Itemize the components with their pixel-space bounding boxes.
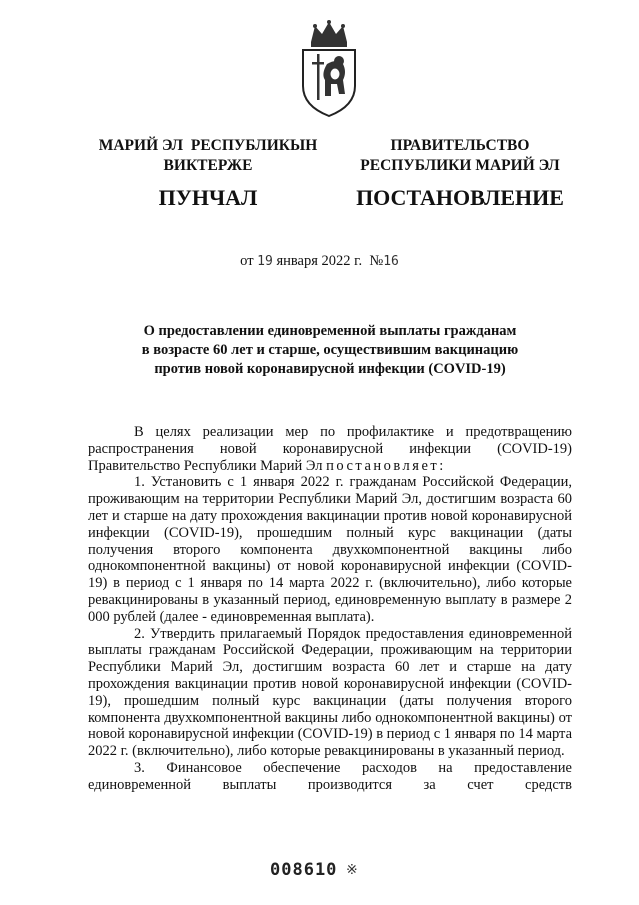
document-body (88, 424, 572, 794)
serial-number: 008610 (270, 860, 338, 880)
header-right-line2: РЕСПУБЛИКИ МАРИЙ ЭЛ (360, 157, 560, 174)
date-month-year: января 2022 г. (276, 253, 363, 269)
paragraph-preamble (88, 424, 572, 474)
header-left-line2: ВИКТЕРЖЕ (163, 157, 253, 174)
paragraph-1: 1. Установить с 1 января 2022 г. гражданам Российской Федерации, проживающим на территории Республики Марий Эл, достигшим возраста 60 лет и старше на дату прохождения вакцинации против новой коронавирусной инфекции (COVID-19), прошедшим полный курс вакцинации (даты получения второго компонента двухкомпонентной вакцины либо однокомпонентной вакцины) от новой коронавирусной инфекции (COVID-19) в период с 1 января по 14 марта 2022 г. (включительно), либо которые ревакцинированы в указанный период, единовременную выплату в размере 2 000 рублей (далее - единовременная выплата). (88, 474, 572, 625)
date-line (0, 253, 639, 270)
header-right (342, 136, 578, 213)
header-right-doc-type: ПОСТАНОВЛЕНИЕ (356, 185, 564, 210)
header-right-line1: ПРАВИТЕЛЬСТВО (390, 137, 530, 154)
title-line2: в возрасте 60 лет и старше, осуществившим вакцинацию (141, 342, 519, 358)
number-sign: № (369, 253, 384, 269)
paragraph-3: 3. Финансовое обеспечение расходов на предоставление единовременной выплаты производится за счет средств (88, 759, 572, 793)
header-left-doc-type: ПУНЧАЛ (158, 185, 258, 210)
header-left-line1: МАРИЙ ЭЛ РЕСПУБЛИКЫН (98, 137, 318, 154)
date-prefix: от (240, 253, 254, 269)
paragraph-2: 2. Утвердить прилагаемый Порядок предоставления единовременной выплаты гражданам Российской Федерации, проживающим на территории Республики Марий Эл, достигшим возраста 60 лет и старше на дату прохождения вакцинации против новой коронавирусной инфекции (COVID-19), прошедшим полный курс вакцинации (даты получения второго компонента двухкомпонентной вакцины либо однокомпонентной вакцины) от новой коронавирусной инфекции (COVID-19) в период с 1 января по 14 марта 2022 г. (включительно), либо которые ревакцинированы в указанный период. (88, 625, 573, 760)
document-number: 16 (383, 254, 399, 269)
date-day: 19 (257, 254, 273, 269)
serial-mark: ※ (346, 863, 358, 878)
document-title (120, 322, 540, 379)
title-line3: против новой коронавирусной инфекции (COVID-19) (154, 361, 506, 377)
preamble-text: В целях реализации мер по профилактике и предотвращению распространения новой коронавирусной инфекции (COVID-19) Правительство Республики Марий Эл (88, 424, 572, 474)
title-line1: О предоставлении единовременной выплаты гражданам (143, 323, 517, 339)
header-left (88, 136, 328, 213)
preamble-decree: постановляет: (326, 457, 446, 474)
coat-of-arms-icon (297, 20, 361, 118)
